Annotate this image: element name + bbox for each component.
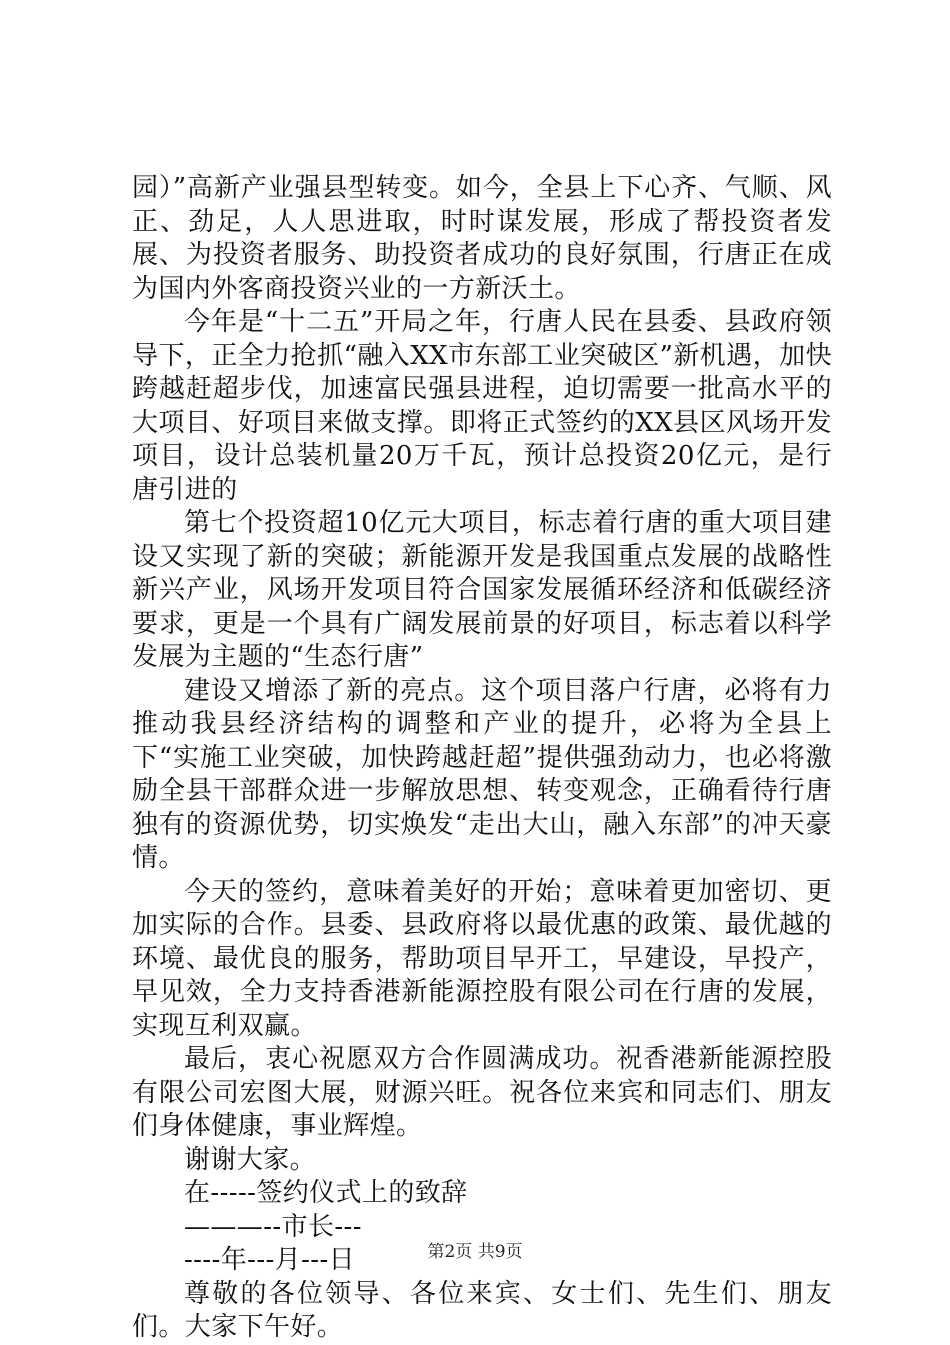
document-body <box>132 172 832 1345</box>
paragraph-5: 今天的签约，意味着美好的开始；意味着更加密切、更加实际的合作。县委、县政府将以最优惠的政策、最优越的环境、最优良的服务，帮助项目早开工，早建设，早投产，早见效，全力支持香港新能源控股有限公司在行唐的发展，实现互利双赢。 <box>132 876 832 1041</box>
date-line: ----年---月---日 <box>184 1245 356 1275</box>
paragraph-1: 园）”高新产业强县型转变。如今，全县上下心齐、气顺、风正、劲足，人人思进取，时时谋发展，形成了帮投资者发展、为投资者服务、助投资者成功的良好氛围，行唐正在成为国内外客商投资兴业的一方新沃土。 <box>132 173 832 304</box>
paragraph-4: 建设又增添了新的亮点。这个项目落户行唐，必将有力推动我县经济结构的调整和产业的提升，必将为全县上下“实施工业突破，加快跨越赶超”提供强劲动力，也必将激励全县干部群众进一步解放思想、转变观念，正确看待行唐独有的资源优势，切实焕发“走出大山，融入东部”的冲天豪情。 <box>132 675 832 873</box>
paragraph-2: 今年是“十二五”开局之年，行唐人民在县委、县政府领导下，正全力抢抓“融入XX市东部工业突破区”新机遇，加快跨越赶超步伐，加速富民强县进程，迫切需要一批高水平的大项目、好项目来做支撑。即将正式签约的XX县区风场开发项目，设计总装机量20万千瓦，预计总投资20亿元，是行唐引进的 <box>132 307 832 505</box>
speech-title: 在-----签约仪式上的致辞 <box>184 1178 468 1208</box>
closing-thanks: 谢谢大家。 <box>184 1144 317 1175</box>
page-footer: 第2页 共9页 <box>427 1242 523 1262</box>
paragraph-6: 最后，衷心祝愿双方合作圆满成功。祝香港新能源控股有限公司宏图大展，财源兴旺。祝各位来宾和同志们、朋友们身体健康，事业辉煌。 <box>132 1044 832 1141</box>
salutation: 尊敬的各位领导、各位来宾、女士们、先生们、朋友们。大家下午好。 <box>132 1278 832 1342</box>
paragraph-3: 第七个投资超10亿元大项目，标志着行唐的重大项目建设又实现了新的突破；新能源开发是我国重点发展的战略性新兴产业，风场开发项目符合国家发展循环经济和低碳经济要求，更是一个具有广阔发展前景的好项目，标志着以科学发展为主题的“生态行唐” <box>132 508 832 672</box>
speaker-line: ———--市长--- <box>184 1211 362 1242</box>
